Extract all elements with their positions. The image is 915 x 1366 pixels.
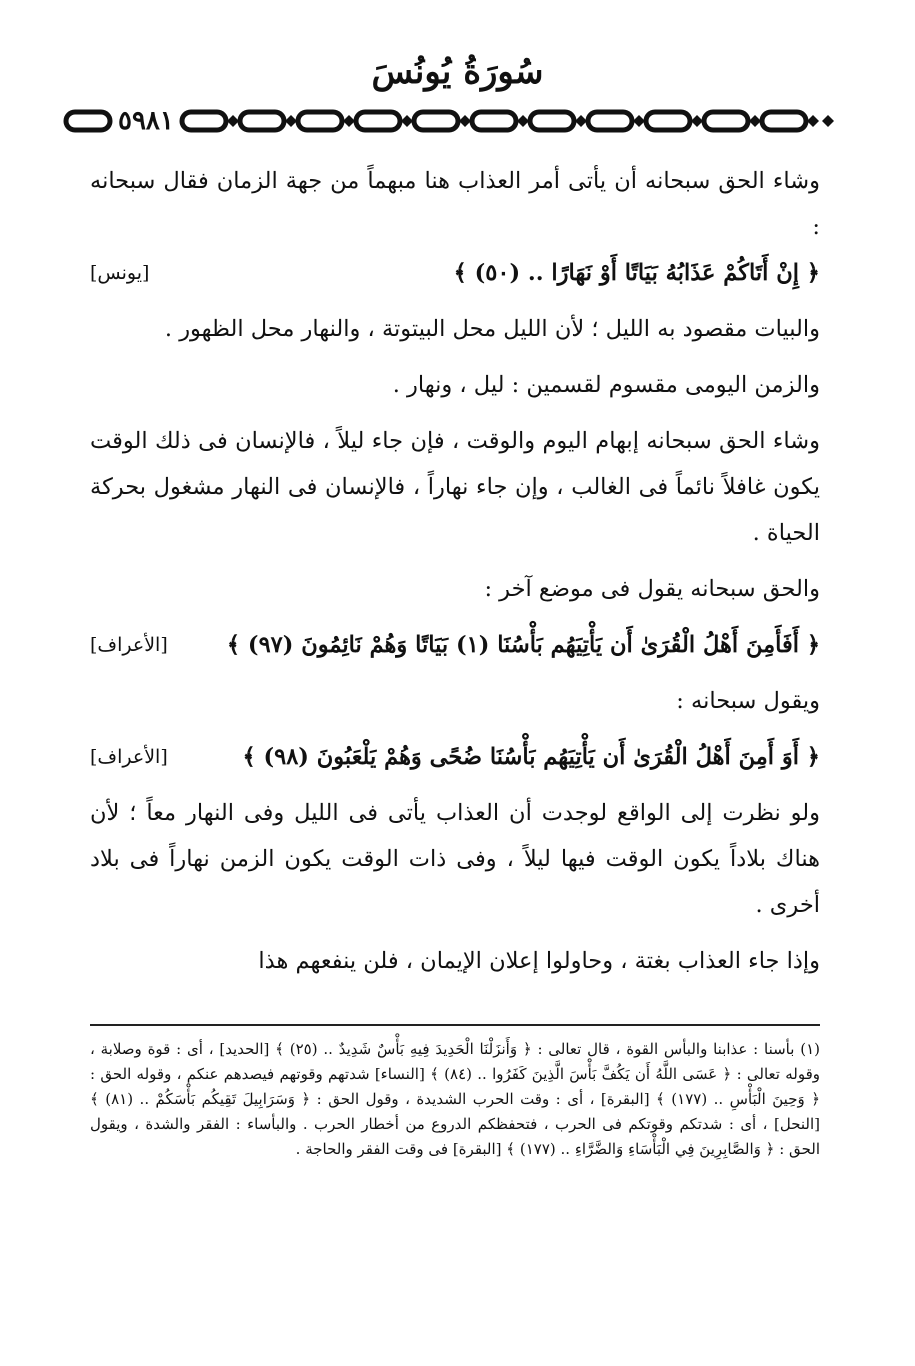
paragraph: ويقول سبحانه : [676,688,820,714]
surah-title: سُورَةُ يُونُسَ [371,52,544,92]
main-text [90,158,820,984]
quran-verse: ﴿ أَفَأَمِنَ أَهْلُ الْقُرَىٰ أَن يَأْتِيَهُم بَأْسُنَا (١) بَيَاتًا وَهُمْ نَائِمُونَ (٩٧) ﴾ [226,632,820,658]
paragraph: والحق سبحانه يقول فى موضع آخر : [484,576,820,602]
ornamental-border [62,104,838,138]
page-number: ٥٩٨١ [114,106,178,136]
verse-reference: [يونس] [90,262,150,284]
paragraph: وإذا جاء العذاب بغتة ، وحاولوا إعلان الإيمان ، فلن ينفعهم هذا [258,948,820,974]
footnote-separator [90,1024,820,1026]
verse-reference: [الأعراف] [90,634,168,656]
quran-verse: ﴿ إِنْ أَتَاكُمْ عَذَابُهُ بَيَاتًا أَوْ نَهَارًا .. (٥٠) ﴾ [453,260,820,286]
footnote: (١) بأسنا : عذابنا والبأس القوة ، قال تعالى : ﴿ وَأَنزَلْنَا الْحَدِيدَ فِيهِ بَأْسٌ شَدِيدٌ .. (٢٥) ﴾ [الحديد] ، أى : قوة وصلابة ، وقوله تعالى : ﴿ عَسَى اللَّهُ أَن يَكُفَّ بَأْسَ الَّذِينَ كَفَرُوا .. (٨٤) ﴾ [النساء] شدتهم وقوتهم فيصدهم عنكم ، وقوله الحق : ﴿ وَحِينَ الْبَأْسِ .. (١٧٧) ﴾ [البقرة] ، أى : وقت الحرب الشديدة ، وقول الحق : ﴿ وَسَرَابِيلَ تَقِيكُم بَأْسَكُمْ .. (٨١) ﴾ [النحل] ، أى : شدتكم وقوتكم فى الحرب ، فتحفظكم الدروع من أخطار الحرب . والبأساء : الفقر والشدة ، ويقول الحق : ﴿ وَالصَّابِرِينَ فِي الْبَأْسَاءِ وَالضَّرَّاءِ .. (١٧٧) ﴾ [البقرة] فى وقت الفقر والحاجة . [90,1040,821,1158]
paragraph: وشاء الحق سبحانه أن يأتى أمر العذاب هنا مبهماً من جهة الزمان فقال سبحانه : [90,168,820,240]
verse-line [90,250,820,296]
quran-verse: ﴿ أَوَ أَمِنَ أَهْلُ الْقُرَىٰ أَن يَأْتِيَهُم بَأْسُنَا ضُحًى وَهُمْ يَلْعَبُونَ (٩٨) ﴾ [242,744,820,770]
verse-line [90,622,820,668]
paragraph: والزمن اليومى مقسوم لقسمين : ليل ، ونهار . [392,372,820,398]
paragraph: ولو نظرت إلى الواقع لوجدت أن العذاب يأتى فى الليل وفى النهار معاً ؛ لأن هناك بلاداً يكون الوقت فيها ليلاً ، وفى ذات الوقت يكون الزمن نهاراً فى بلاد أخرى . [90,800,820,918]
paragraph: وشاء الحق سبحانه إبهام اليوم والوقت ، فإن جاء ليلاً ، فالإنسان فى ذلك الوقت يكون غافلاً نائماً فى الغالب ، وإن جاء نهاراً ، فالإنسان فى النهار مشغول بحركة الحياة . [90,428,820,546]
verse-reference: [الأعراف] [90,746,168,768]
verse-line [90,734,820,780]
paragraph: والبيات مقصود به الليل ؛ لأن الليل محل البيتوتة ، والنهار محل الظهور . [164,316,820,342]
